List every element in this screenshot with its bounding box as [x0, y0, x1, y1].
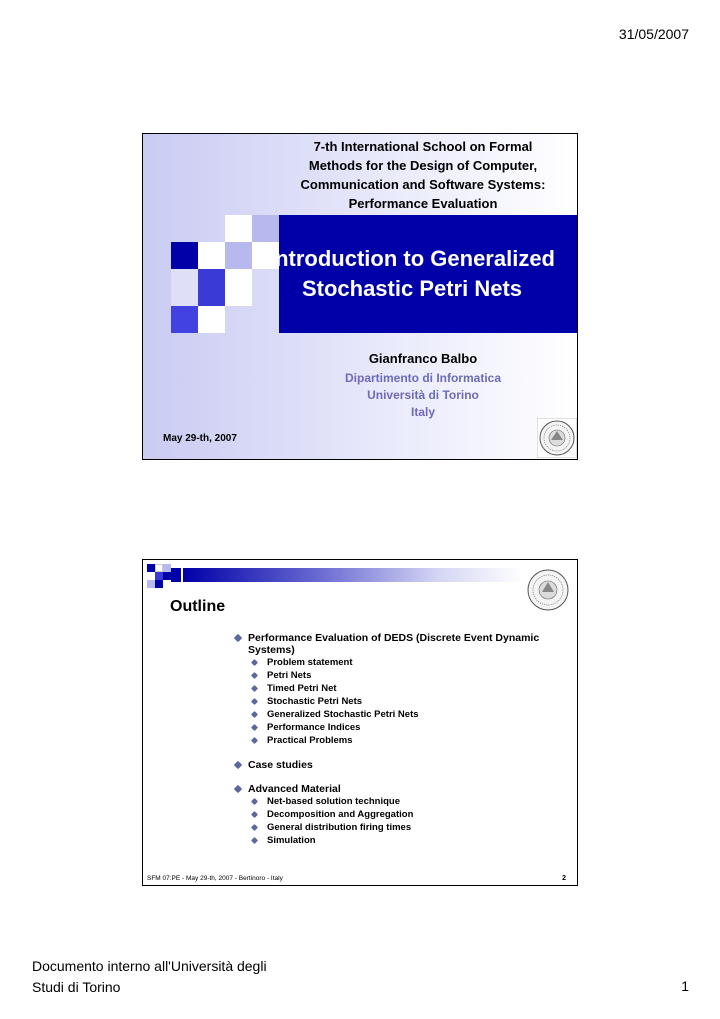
- decor-square: [155, 580, 163, 588]
- bullet-icon: [251, 685, 258, 692]
- decor-square: [198, 242, 225, 269]
- bullet-icon: [251, 837, 258, 844]
- outline-item-label: Performance Evaluation of DEDS (Discrete Event Dynamic Systems): [248, 632, 540, 656]
- slide-number: 2: [562, 875, 566, 882]
- affiliation-line: Dipartimento di Informatica: [344, 371, 502, 385]
- decor-square: [171, 306, 198, 333]
- university-seal-icon: [526, 568, 570, 612]
- bullet-icon: [251, 798, 258, 805]
- outline-subitem: [233, 808, 563, 821]
- outline-subitem-label: Stochastic Petri Nets: [267, 696, 363, 707]
- outline-subitem: [233, 695, 563, 708]
- outline-subitem: [233, 708, 563, 721]
- bullet-icon: [251, 711, 258, 718]
- author-name: Gianfranco Balbo: [368, 351, 478, 366]
- bullet-icon: [251, 672, 258, 679]
- decor-square: [198, 269, 225, 306]
- decor-square: [171, 568, 181, 582]
- school-title-line: Communication and Software Systems:: [300, 177, 546, 192]
- school-title-line: Performance Evaluation: [348, 196, 498, 211]
- document-footer-line: Documento interno all'Università degli: [32, 958, 267, 974]
- bullet-icon: [234, 761, 242, 769]
- outline-item: [233, 783, 563, 795]
- outline-subitem-label: Timed Petri Net: [267, 683, 337, 694]
- outline-item-label: Advanced Material: [248, 783, 341, 795]
- decor-square: [252, 215, 279, 242]
- outline-subitem-label: Simulation: [267, 835, 316, 846]
- affiliation-line: Università di Torino: [367, 388, 479, 402]
- decor-square: [171, 269, 198, 306]
- outline-subitem-label: Net-based solution technique: [267, 796, 401, 807]
- outline-subitem: [233, 682, 563, 695]
- header-gradient-bar: [183, 568, 523, 582]
- decor-square: [198, 306, 225, 333]
- title-slide: [142, 133, 578, 460]
- outline-subitem-label: Generalized Stochastic Petri Nets: [267, 709, 419, 720]
- decor-square: [155, 572, 163, 580]
- decor-square: [147, 564, 155, 572]
- outline-subitem: [233, 656, 563, 669]
- page-number: 1: [681, 978, 689, 994]
- school-title: [273, 137, 573, 213]
- outline-list: [233, 632, 563, 847]
- slide-footer: SFM 07:PE - May 29-th, 2007 - Bertinoro - Italy: [147, 875, 283, 882]
- decor-square: [163, 572, 171, 580]
- document-footer-line: Studi di Torino: [32, 979, 121, 995]
- bullet-icon: [251, 737, 258, 744]
- outline-subitem: [233, 795, 563, 808]
- outline-subitem: [233, 721, 563, 734]
- outline-subitem-label: General distribution firing times: [267, 822, 412, 833]
- decor-square: [171, 242, 198, 269]
- outline-item: [233, 632, 563, 656]
- outline-slide: [142, 559, 578, 886]
- decor-square: [147, 580, 155, 588]
- affiliation-line: Italy: [410, 405, 435, 419]
- affiliation: [273, 370, 573, 421]
- outline-item: [233, 759, 563, 771]
- outline-subitem: [233, 821, 563, 834]
- outline-heading: Outline: [170, 598, 226, 615]
- presentation-title: [245, 244, 578, 304]
- bullet-icon: [251, 724, 258, 731]
- university-seal-icon: [537, 418, 577, 458]
- outline-subitem-label: Practical Problems: [267, 735, 353, 746]
- outline-item-label: Case studies: [248, 759, 313, 771]
- decor-square: [225, 215, 252, 242]
- outline-subitem-label: Petri Nets: [267, 670, 312, 681]
- school-title-line: Methods for the Design of Computer,: [308, 158, 538, 173]
- decor-square: [155, 564, 163, 572]
- document-footer: [32, 956, 267, 998]
- bullet-icon: [251, 698, 258, 705]
- outline-subitem: [233, 834, 563, 847]
- bullet-icon: [234, 785, 242, 793]
- decor-square: [163, 564, 171, 572]
- title-line: Stochastic Petri Nets: [301, 276, 523, 301]
- bullet-icon: [251, 811, 258, 818]
- school-title-line: 7-th International School on Formal: [313, 139, 533, 154]
- outline-subitem: [233, 734, 563, 747]
- bullet-icon: [251, 824, 258, 831]
- page-date: 31/05/2007: [618, 26, 689, 42]
- bullet-icon: [251, 659, 258, 666]
- outline-subitem-label: Problem statement: [267, 657, 353, 668]
- slide-date: May 29-th, 2007: [163, 433, 237, 444]
- outline-subitem: [233, 669, 563, 682]
- title-line: Introduction to Generalized: [268, 246, 555, 271]
- outline-subitem-label: Decomposition and Aggregation: [267, 809, 414, 820]
- bullet-icon: [234, 634, 242, 642]
- outline-subitem-label: Performance Indices: [267, 722, 361, 733]
